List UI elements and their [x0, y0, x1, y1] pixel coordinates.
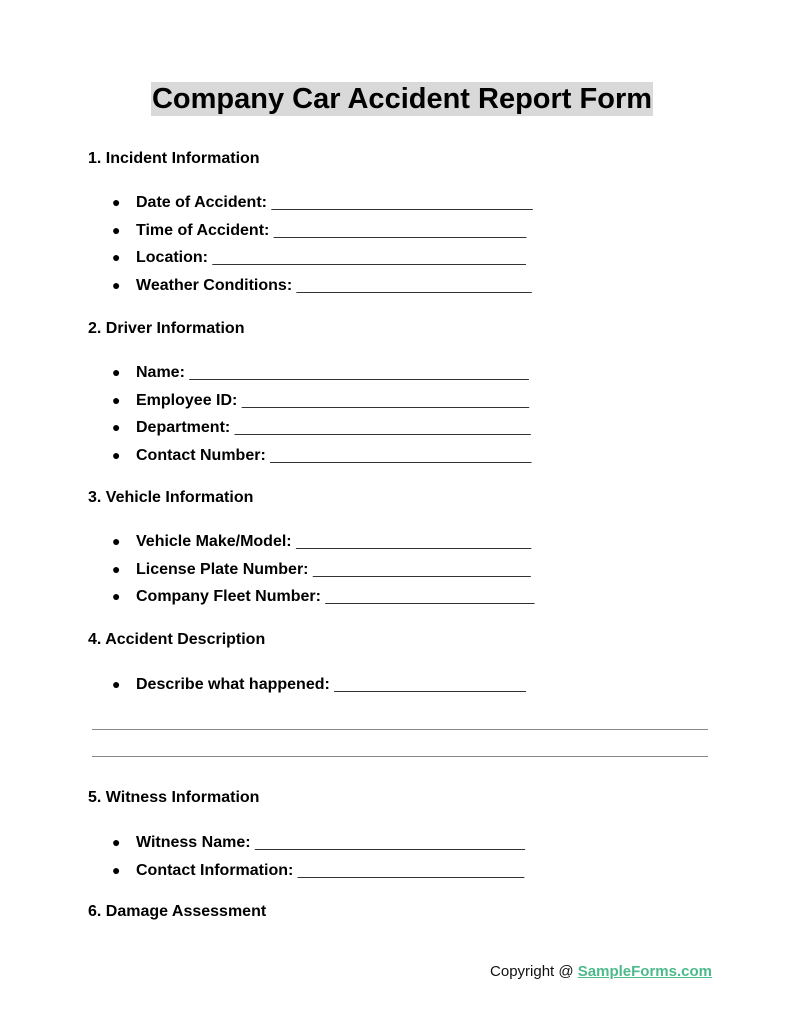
blank-line[interactable]: ______________________________: [270, 447, 532, 464]
field-label: Name:: [136, 364, 185, 381]
field-contact-information[interactable]: [112, 860, 524, 881]
field-date-of-accident[interactable]: [112, 192, 532, 213]
field-name[interactable]: [112, 362, 529, 383]
field-label: Date of Accident:: [136, 194, 267, 211]
bullet-icon: ●: [112, 392, 121, 408]
field-contact-number[interactable]: [112, 445, 531, 466]
blank-line[interactable]: __________________________________: [234, 419, 531, 436]
blank-line[interactable]: ______________________: [334, 676, 526, 693]
field-label: Time of Accident:: [136, 222, 270, 239]
blank-line[interactable]: _______________________________________: [189, 364, 529, 381]
blank-line[interactable]: ______________________________: [271, 194, 533, 211]
section-heading-accident-description: 4. Accident Description: [88, 631, 266, 648]
description-writing-line-2[interactable]: [92, 756, 708, 757]
field-label: Employee ID:: [136, 392, 238, 409]
blank-line[interactable]: ____________________________________: [212, 249, 526, 266]
blank-line[interactable]: _________________________________: [241, 392, 529, 409]
field-label: Location:: [136, 249, 208, 266]
bullet-icon: ●: [112, 862, 121, 878]
bullet-icon: ●: [112, 834, 121, 850]
field-label: Contact Number:: [136, 447, 266, 464]
field-vehicle-make-model[interactable]: [112, 531, 531, 552]
blank-line[interactable]: __________________________: [297, 862, 524, 879]
section-heading-vehicle: 3. Vehicle Information: [88, 489, 254, 506]
field-describe-what-happened[interactable]: [112, 674, 526, 695]
section-heading-damage-assessment: 6. Damage Assessment: [88, 903, 267, 920]
field-employee-id[interactable]: [112, 390, 529, 411]
bullet-icon: ●: [112, 561, 121, 577]
field-label: Department:: [136, 419, 231, 436]
section-heading-incident: 1. Incident Information: [88, 150, 260, 167]
bullet-icon: ●: [112, 222, 121, 238]
bullet-icon: ●: [112, 588, 121, 604]
copyright-text: Copyright @: [490, 963, 578, 980]
bullet-icon: ●: [112, 364, 121, 380]
blank-line[interactable]: ___________________________: [296, 277, 532, 294]
blank-line[interactable]: _____________________________: [273, 222, 527, 239]
field-time-of-accident[interactable]: [112, 220, 526, 241]
description-writing-line-1[interactable]: [92, 729, 708, 730]
section-heading-witness: 5. Witness Information: [88, 789, 260, 806]
field-label: Contact Information:: [136, 862, 294, 879]
field-department[interactable]: [112, 417, 530, 438]
field-label: Describe what happened:: [136, 676, 330, 693]
bullet-icon: ●: [112, 249, 121, 265]
field-label: Witness Name:: [136, 834, 251, 851]
blank-line[interactable]: _________________________: [312, 561, 531, 578]
field-label: Weather Conditions:: [136, 277, 293, 294]
section-heading-driver: 2. Driver Information: [88, 320, 245, 337]
field-label: Company Fleet Number:: [136, 588, 321, 605]
field-location[interactable]: [112, 247, 526, 268]
bullet-icon: ●: [112, 277, 121, 293]
field-company-fleet-number[interactable]: [112, 586, 534, 607]
field-witness-name[interactable]: [112, 832, 525, 853]
bullet-icon: ●: [112, 676, 121, 692]
field-weather-conditions[interactable]: [112, 275, 531, 296]
blank-line[interactable]: ________________________: [325, 588, 535, 605]
bullet-icon: ●: [112, 533, 121, 549]
bullet-icon: ●: [112, 447, 121, 463]
footer-copyright: [490, 962, 712, 982]
bullet-icon: ●: [112, 194, 121, 210]
field-label: License Plate Number:: [136, 561, 309, 578]
sampleforms-link[interactable]: SampleForms.com: [577, 963, 712, 980]
field-license-plate-number[interactable]: [112, 559, 530, 580]
title-wrapper: [0, 82, 804, 116]
blank-line[interactable]: ___________________________: [296, 533, 531, 550]
field-label: Vehicle Make/Model:: [136, 533, 292, 550]
bullet-icon: ●: [112, 419, 121, 435]
blank-line[interactable]: _______________________________: [255, 834, 525, 851]
page-title: Company Car Accident Report Form: [151, 83, 653, 115]
